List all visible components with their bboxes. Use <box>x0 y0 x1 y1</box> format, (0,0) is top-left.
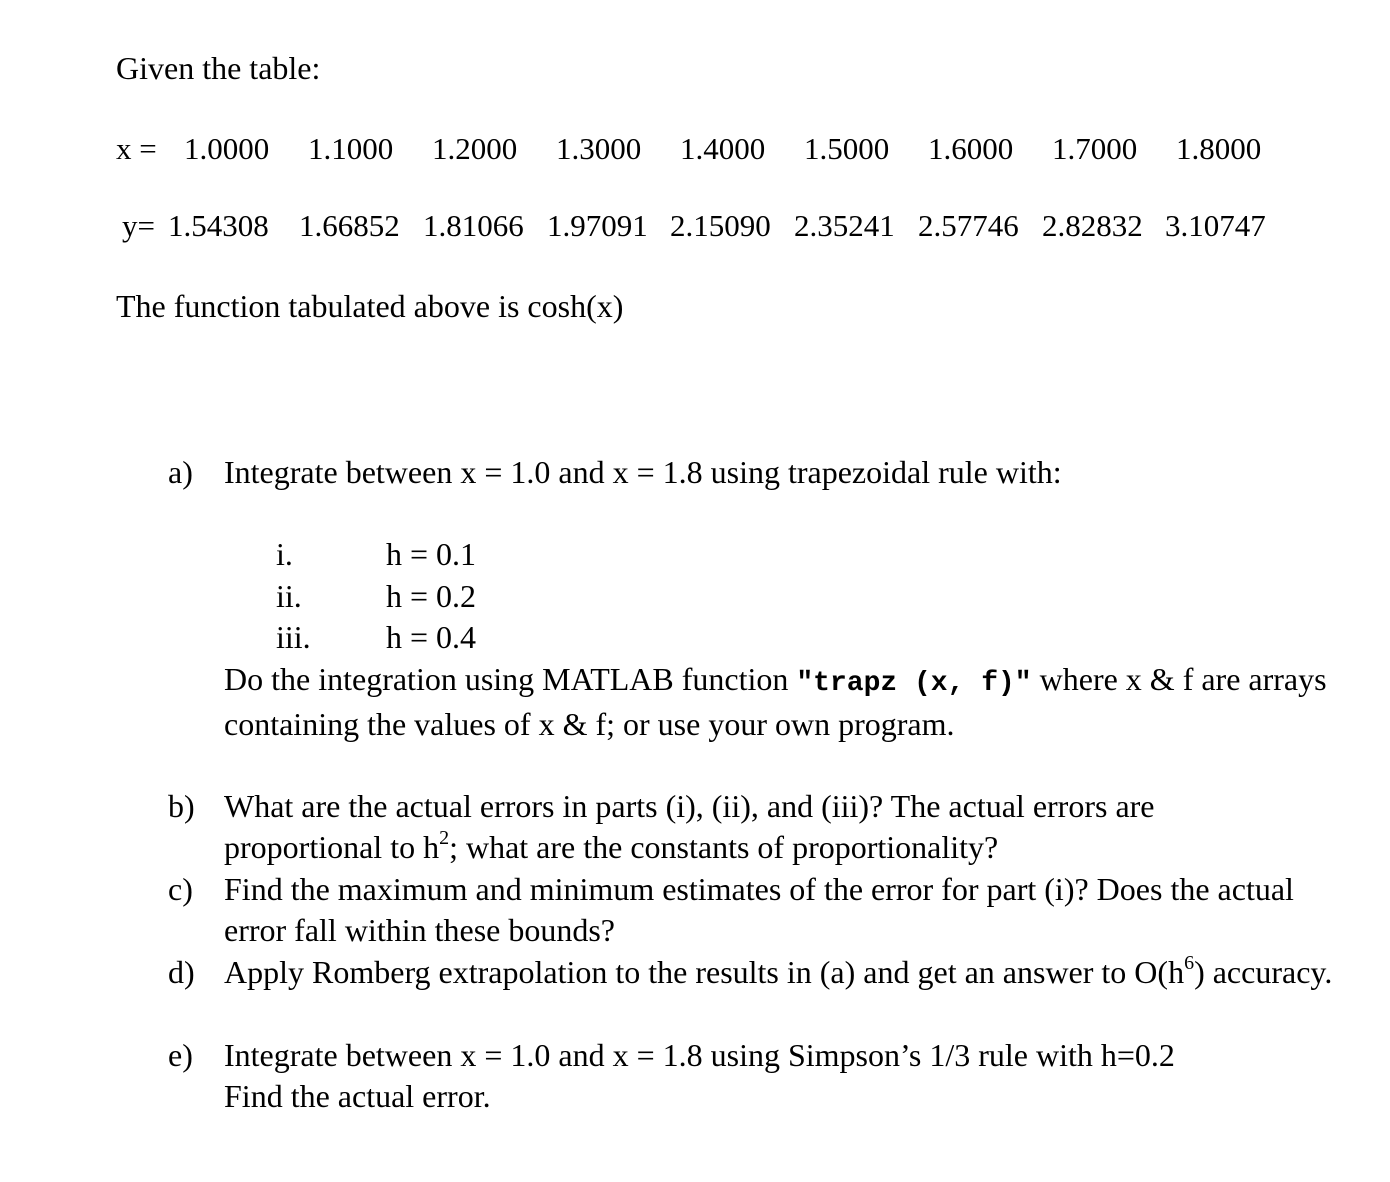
x-value: 1.4000 <box>680 131 766 166</box>
subitem-label: ii. <box>276 578 302 614</box>
part-a-text: Integrate between x = 1.0 and x = 1.8 using trapezoidal rule with: <box>224 454 1062 490</box>
x-value: 1.1000 <box>308 131 394 166</box>
part-a-label: a) <box>168 454 193 490</box>
matlab-code: "trapz (x, f)" <box>796 668 1032 699</box>
part-e-line-1: Integrate between x = 1.0 and x = 1.8 using Simpson’s 1/3 rule with h=0.2 <box>224 1037 1175 1073</box>
superscript: 6 <box>1184 952 1195 975</box>
y-value: 2.57746 <box>918 208 1019 243</box>
x-value: 1.6000 <box>928 131 1014 166</box>
part-b-label: b) <box>168 788 195 824</box>
part-c-text: Find the maximum and minimum estimates of the error for part (i)? Does the actual error fall within these bounds? <box>224 871 1294 948</box>
y-label: y= <box>122 208 155 243</box>
y-value: 2.15090 <box>670 208 771 243</box>
x-value: 1.2000 <box>432 131 518 166</box>
part-d-label: d) <box>168 954 195 990</box>
part-e-line-2: Find the actual error. <box>224 1078 491 1114</box>
superscript: 2 <box>439 827 450 850</box>
x-value: 1.0000 <box>184 131 270 166</box>
y-value: 1.81066 <box>423 208 524 243</box>
subitem-text: h = 0.4 <box>386 619 477 655</box>
y-value: 1.97091 <box>547 208 648 243</box>
function-text: The function tabulated above is cosh(x) <box>116 288 624 324</box>
part-d-text-2: ) accuracy. <box>1194 954 1333 990</box>
x-value: 1.7000 <box>1052 131 1138 166</box>
note-text: Do the integration using MATLAB function <box>224 661 797 697</box>
x-label: x = <box>116 131 157 166</box>
subitem-label: i. <box>276 536 293 572</box>
part-d-text-1: Apply Romberg extrapolation to the results in (a) and get an answer to O(h <box>224 954 1185 990</box>
part-b-text <box>224 786 1294 868</box>
x-value: 1.5000 <box>804 131 890 166</box>
y-value: 2.35241 <box>794 208 895 243</box>
intro-text: Given the table: <box>116 50 321 86</box>
x-value: 1.3000 <box>556 131 642 166</box>
subitem-label: iii. <box>276 619 311 655</box>
part-a-note <box>224 659 1364 745</box>
part-d-text <box>224 952 1364 993</box>
note-text: where x & f are arrays containing the values of x & f; or use your own program. <box>224 661 1327 742</box>
y-row <box>122 206 1322 246</box>
y-value: 1.54308 <box>168 208 269 243</box>
subitem-text: h = 0.1 <box>386 536 477 572</box>
part-c-label: c) <box>168 871 193 907</box>
x-value: 1.8000 <box>1176 131 1262 166</box>
part-e-label: e) <box>168 1037 193 1073</box>
part-b-text-1: What are the actual errors in parts (i), (ii), and (iii)? The actual errors are proportional to h <box>224 788 1155 865</box>
y-value: 2.82832 <box>1042 208 1143 243</box>
y-value: 3.10747 <box>1165 208 1266 243</box>
subitem-text: h = 0.2 <box>386 578 477 614</box>
part-b-text-2: ; what are the constants of proportionality? <box>449 829 999 865</box>
y-value: 1.66852 <box>299 208 400 243</box>
x-row <box>116 129 1316 169</box>
